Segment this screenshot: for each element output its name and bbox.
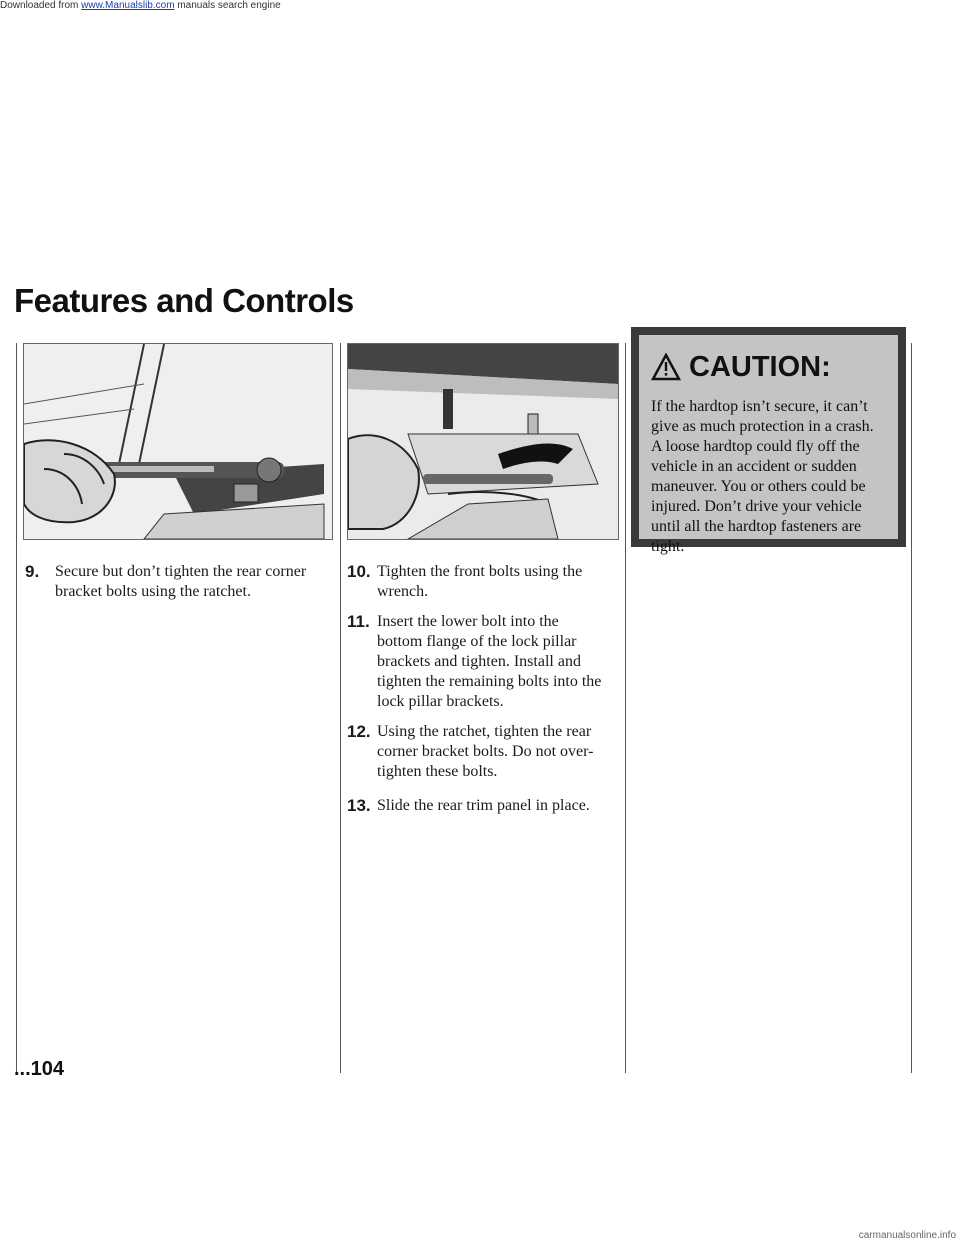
column-divider-middle — [340, 343, 341, 1073]
caution-box — [631, 327, 906, 555]
step-10-number: 10. — [347, 562, 371, 581]
caution-text: If the hardtop isn’t secure, it can’t give as much protection in a crash. A loose hardtop could fly off the vehicle in an accident or sudden maneuver. You or others could be injured. Don’t drive your vehicle until all the hardtop fasteners are tight. — [651, 398, 874, 555]
step-9 — [25, 562, 325, 602]
banner-suffix: manuals search engine — [177, 0, 281, 11]
step-12 — [347, 722, 602, 782]
column-divider-right — [625, 343, 626, 1073]
column-divider-left-outer — [16, 343, 17, 1073]
page-number: ...104 — [14, 1058, 65, 1080]
step-10-text: Tighten the front bolts using the wrench. — [377, 563, 583, 600]
step-11-number: 11. — [347, 612, 370, 631]
ratchet-illustration — [23, 343, 333, 540]
step-11-text: Insert the lower bolt into the bottom flange of the lock pillar brackets and tighten. Install and tighten the remaining bolts into the lock pillar brackets. — [377, 613, 602, 710]
step-11 — [347, 612, 602, 712]
banner-prefix: Downloaded from — [0, 0, 79, 11]
step-13-text: Slide the rear trim panel in place. — [377, 797, 590, 814]
step-9-number: 9. — [25, 562, 40, 581]
column-divider-far-right — [911, 343, 912, 1073]
download-banner — [0, 0, 960, 12]
warning-triangle-icon — [651, 353, 681, 381]
step-12-number: 12. — [347, 722, 371, 741]
footer-bar — [0, 1229, 960, 1242]
section-title: Features and Controls — [14, 282, 354, 319]
step-10 — [347, 562, 602, 602]
step-13-number: 13. — [347, 796, 371, 815]
caution-title: CAUTION: — [689, 350, 831, 383]
watermark: carmanualsonline.info — [858, 1230, 956, 1241]
step-9-text: Secure but don’t tighten the rear corner bracket bolts using the ratchet. — [55, 563, 307, 600]
step-13 — [347, 796, 602, 816]
manualslib-link[interactable]: www.Manualslib.com — [81, 0, 175, 11]
step-12-text: Using the ratchet, tighten the rear corner bracket bolts. Do not over-tighten these bolts. — [377, 723, 594, 780]
wrench-illustration — [347, 343, 619, 540]
